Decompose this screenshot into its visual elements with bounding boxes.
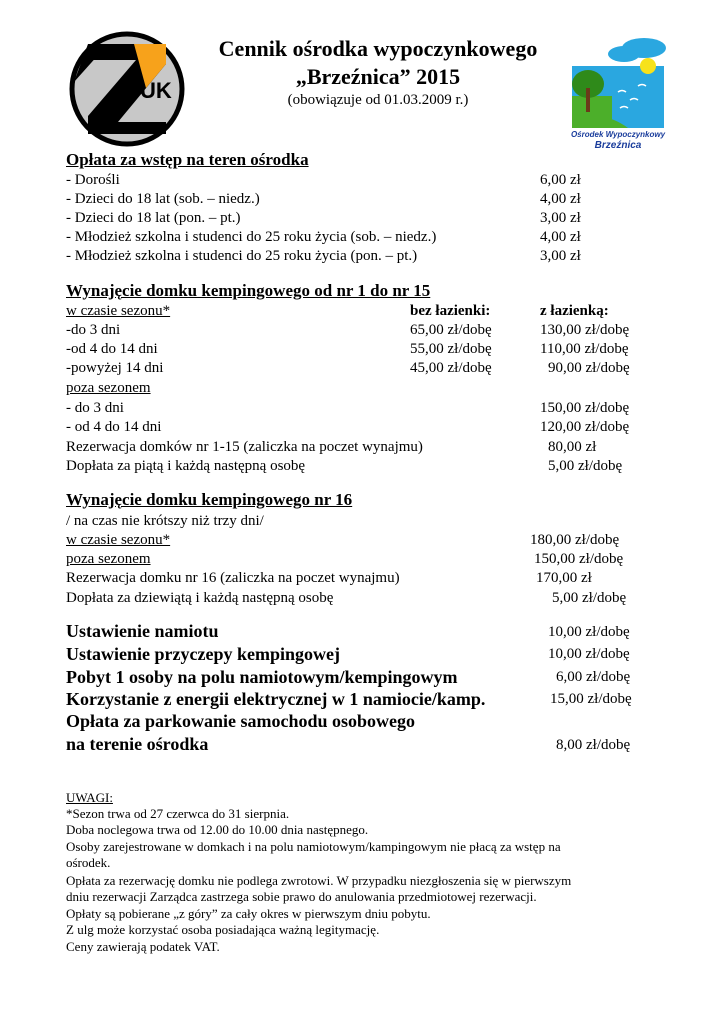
page-subtitle: (obowiązuje od 01.03.2009 r.) <box>287 92 469 108</box>
note-line: *Sezon trwa od 27 czerwca do 31 sierpnia. <box>66 806 290 821</box>
deposit-label: Rezerwacja domków nr 1-15 (zaliczka na poczet wynajmu) <box>66 439 423 455</box>
cabin16-heading: Wynajęcie domku kempingowego nr 16 <box>66 490 353 509</box>
offseason-label: poza sezonem <box>66 380 151 396</box>
price: 120,00 zł/dobę <box>540 419 630 435</box>
price: 4,00 zł <box>540 191 581 207</box>
season-label: w czasie sezonu* <box>66 532 171 548</box>
price: 5,00 zł/dobę <box>548 458 623 474</box>
price: 90,00 zł/dobę <box>548 360 630 376</box>
list-item: Ustawienie namiotu <box>66 621 219 641</box>
note-line: Osoby zarejestrowane w domkach i na polu namiotowym/kampingowym nie płacą za wstęp na <box>66 839 561 854</box>
list-item: -do 3 dni <box>66 322 121 338</box>
extra-person-label: Dopłata za dziewiątą i każdą następną osobę <box>66 590 334 606</box>
price: 45,00 zł/dobę <box>410 360 492 376</box>
note-line: ośrodek. <box>66 855 111 870</box>
price: 80,00 zł <box>548 439 597 455</box>
list-item: - Młodzież szkolna i studenci do 25 roku życia (sob. – niedz.) <box>66 229 437 245</box>
brzeznica-logo-line2: Brzeźnica <box>594 140 642 151</box>
price: 150,00 zł/dobę <box>534 551 624 567</box>
col-without-bathroom: bez łazienki: <box>410 303 491 319</box>
list-item: - Dzieci do 18 lat (sob. – niedz.) <box>66 191 260 207</box>
deposit-label: Rezerwacja domku nr 16 (zaliczka na poczet wynajmu) <box>66 570 400 586</box>
price: 3,00 zł <box>540 210 581 226</box>
zuk-logo-text: UK <box>140 78 172 103</box>
price: 15,00 zł/dobę <box>550 691 632 707</box>
price: 6,00 zł/dobę <box>556 669 631 685</box>
list-item: Pobyt 1 osoby na polu namiotowym/kempingowym <box>66 667 458 687</box>
season-label: w czasie sezonu* <box>66 303 171 319</box>
list-item: Opłata za parkowanie samochodu osobowego <box>66 711 416 731</box>
notes-heading: UWAGI: <box>66 790 113 805</box>
col-with-bathroom: z łazienką: <box>540 303 609 319</box>
list-item: - Młodzież szkolna i studenci do 25 roku życia (pon. – pt.) <box>66 248 418 264</box>
brzeznica-logo-line1: Ośrodek Wypoczynkowy <box>570 130 666 139</box>
price: 3,00 zł <box>540 248 581 264</box>
offseason-label: poza sezonem <box>66 551 151 567</box>
note-line: Opłata za rezerwację domku nie podlega zwrotowi. W przypadku niezgłoszenia się w pierwszym <box>66 873 572 888</box>
price: 4,00 zł <box>540 229 581 245</box>
note-line: Doba noclegowa trwa od 12.00 do 10.00 dnia następnego. <box>66 822 369 837</box>
price: 55,00 zł/dobę <box>410 341 492 357</box>
price: 170,00 zł <box>536 570 592 586</box>
list-item: - do 3 dni <box>66 400 124 416</box>
cabin16-note: / na czas nie krótszy niż trzy dni/ <box>66 513 264 529</box>
price: 8,00 zł/dobę <box>556 737 631 753</box>
entry-heading: Opłata za wstęp na teren ośrodka <box>66 150 309 169</box>
note-line: Ceny zawierają podatek VAT. <box>66 939 220 954</box>
list-item: -od 4 do 14 dni <box>66 341 158 357</box>
list-item: na terenie ośrodka <box>66 734 209 754</box>
price: 10,00 zł/dobę <box>548 646 630 662</box>
price: 150,00 zł/dobę <box>540 400 630 416</box>
price: 180,00 zł/dobę <box>530 532 620 548</box>
price: 6,00 zł <box>540 172 581 188</box>
page-title-line2: „Brzeźnica” 2015 <box>295 64 461 89</box>
zuk-logo <box>68 30 186 148</box>
list-item: - od 4 do 14 dni <box>66 419 162 435</box>
note-line: dniu rezerwacji Zarządca zastrzega sobie prawo do anulowania przedmiotowej rezerwacji. <box>66 889 537 904</box>
list-item: Korzystanie z energii elektrycznej w 1 namiocie/kamp. <box>66 689 486 709</box>
note-line: Z ulg może korzystać osoba posiadająca ważną legitymację. <box>66 922 380 937</box>
list-item: -powyżej 14 dni <box>66 360 164 376</box>
price: 5,00 zł/dobę <box>552 590 627 606</box>
price: 130,00 zł/dobę <box>540 322 630 338</box>
list-item: - Dzieci do 18 lat (pon. – pt.) <box>66 210 241 226</box>
note-line: Opłaty są pobierane „z góry” za cały okres w pierwszym dniu pobytu. <box>66 906 431 921</box>
brzeznica-logo <box>568 36 668 156</box>
price: 110,00 zł/dobę <box>540 341 629 357</box>
price: 10,00 zł/dobę <box>548 624 630 640</box>
list-item: Ustawienie przyczepy kempingowej <box>66 644 340 664</box>
list-item: - Dorośli <box>66 172 120 188</box>
price: 65,00 zł/dobę <box>410 322 492 338</box>
page-title-line1: Cennik ośrodka wypoczynkowego <box>218 36 538 61</box>
cabins-heading: Wynajęcie domku kempingowego od nr 1 do nr 15 <box>66 281 431 300</box>
extra-person-label: Dopłata za piątą i każdą następną osobę <box>66 458 306 474</box>
